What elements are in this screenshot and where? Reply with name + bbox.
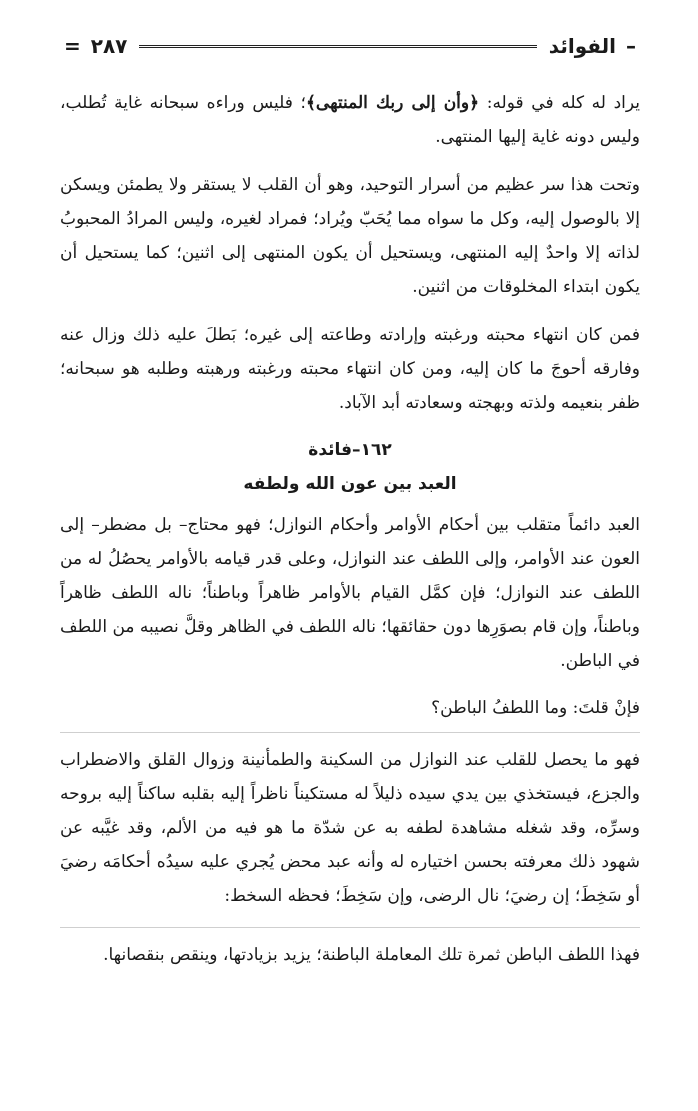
paragraph-3: فمن كان انتهاء محبته ورغبته وإرادته وطاعته إلى غيره؛ بَطلَ عليه ذلك وزال عنه وفارقه أحوجَ ما كان إليه، ومن كان انتهاء محبته ورغبته ورهبته وطلبه هو سبحانه؛ ظفر بنعيمه ولذته وبهجته وسعادته أبد الآباد. <box>60 325 640 413</box>
paragraph-5: فهو ما يحصل للقلب عند النوازل من السكينة والطمأنينة وزوال القلق والاضطراب والجزع، فيستخذي بين يدي سيده ذليلاً له مستكيناً ناظراً إليه بقلبه ساكناً إليه بروحه وسرِّه، وقد شغله مشاهدة لطفه به عن شدّة ما هو فيه من الألم، وقد غيَّبه عن شهود ذلك معرفته بحسن اختياره له وأنه عبد محض يُجري عليه سيدُه أحكامَه رضيَ أو سَخِطَ؛ إن رضيَ؛ نال الرضى، وإن سَخِطَ؛ فحظه السخط: <box>60 750 640 906</box>
divider <box>60 732 640 733</box>
divider-2 <box>60 927 640 928</box>
header-dash-right: – <box>626 34 636 58</box>
running-header <box>60 28 640 64</box>
paragraph-2: وتحت هذا سر عظيم من أسرار التوحيد، وهو أن القلب لا يستقر ولا يطمئن ويسكن إلا بالوصول إليه، وكل ما سواه مما يُحَبّ ويُراد؛ فمراد لغيره، وليس المرادُ المحبوبُ لذاته إلا واحدٌ إليه المنتهى، ويستحيل أن يكون المنتهى إلى اثنين؛ كما يستحيل أن يكون ابتداء المخلوقات من اثنين. <box>60 175 640 297</box>
question-line: فإنْ قلتَ: وما اللطفُ الباطن؟ <box>431 698 640 718</box>
paragraph-1-rest: ؛ فليس وراءه سبحانه غاية تُطلب، وليس دونه غاية إليها المنتهى. <box>60 93 640 147</box>
quran-verse: ﴿وأن إلى ربك المنتهى﴾ <box>305 93 480 113</box>
page-number: ٢٨٧ <box>90 34 128 58</box>
paragraph-1-lead: يراد له كله في قوله: <box>479 93 641 113</box>
header-rule <box>139 45 536 48</box>
header-dash-left: = <box>64 34 81 58</box>
section-title: العبد بين عون الله ولطفه <box>243 474 457 494</box>
paragraph-6: فهذا اللطف الباطن ثمرة تلك المعاملة الباطنة؛ يزيد بزيادتها، وينقص بنقصانها. <box>103 945 640 965</box>
paragraph-1 <box>60 86 640 154</box>
book-title: الفوائد <box>548 34 616 58</box>
section-number: ١٦٢–فائدة <box>308 440 392 460</box>
paragraph-4: العبد دائماً متقلب بين أحكام الأوامر وأحكام النوازل؛ فهو محتاج– بل مضطر– إلى العون عند الأوامر، وإلى اللطف عند النوازل، وعلى قدر قيامه بالأوامر يحصُلُ له من اللطف عند النوازل؛ فإن كمَّل القيام بالأوامر ظاهراً وباطناً؛ ناله اللطف ظاهراً وباطناً، وإن قام بصوَرِها دون حقائقها؛ ناله اللطف في الظاهر وقلَّ نصيبه من اللطف في الباطن. <box>60 515 640 671</box>
